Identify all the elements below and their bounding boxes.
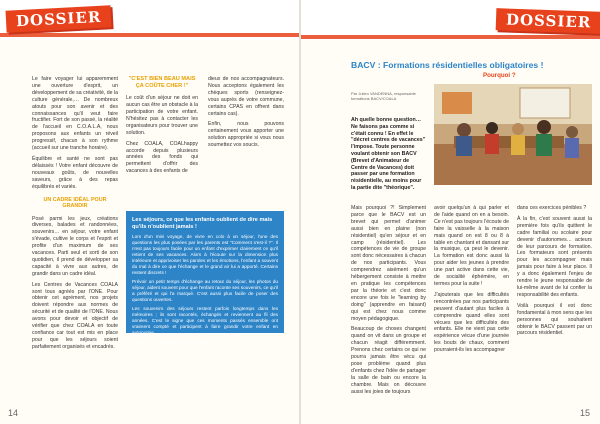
left-column-2 — [126, 76, 198, 179]
paragraph: Les Centres de Vacances COALA sont tous agréés par l'ONE. Pour obtenir cet agrément, nos projets doivent répondre aux normes de sécurité et de qualité de l'ONE. Nous avons pour devoir et objectif de vérifier que chez COALA en toute confiance car tout est mis en place pour que les séjours soient parfaitement organisés et encadrés. — [32, 281, 118, 350]
article-title: BACV : Formations résidentielles obligatoires ! — [351, 60, 544, 70]
info-box — [126, 211, 284, 345]
byline: Par Julien VANDENNA, responsable formations BACV/COALA — [351, 91, 416, 101]
right-column-3 — [517, 205, 592, 341]
paragraph: J'ajouterais que les difficultés rencontrées par nos participants peuvent d'autant plus faciles à comprendre quand elles sont vécues que les difficultés des enfants. Elle ne vient pas cette expérience vécue d'une journée les bouts de chaux, comment pourraient-ils les accompagner — [434, 291, 509, 354]
left-page — [0, 0, 299, 424]
page-number: 14 — [8, 408, 19, 418]
paragraph: Enfin, nous pouvons certainement vous apporter une solution appropriée si vous nous soumettez vos soucis. — [208, 121, 284, 149]
paragraph: dieux de nos accompagnateurs. Nous acceptons également les chèques sports (renseignez-vous auprès de votre commune, certains CPAS en offrent dans certains cas). — [208, 76, 284, 117]
paragraph: Équilibre et santé ne sont pas délaissés ! Votre enfant découvre de nouveaux goûts, de nouvelles saveurs, grâce à des repas équilibrés et variés. — [32, 155, 118, 190]
article-intro: Ah quelle bonne question… Ne faisons pas comme si c'était connu ! En effet le "décret centres de vacances" l'impose. Toute personne voulant obtenir son BACV (Brevet d'Animateur de Centre de Vacances) doit passer par une formation résidentielle, au moins pour la partie dite "théorique". — [351, 117, 426, 191]
info-box-title: Les séjours, ce que les enfants oublient de dire mais qu'ils n'oublient jamais ! — [132, 217, 273, 230]
paragraph: Le coût d'un séjour ne doit en aucun cas être un obstacle à la participation de votre enfant. N'hésitez pas à contacter les organisateurs pour trouver une solution. — [126, 95, 198, 136]
info-box-source: Extrait de : www.coacentredevacances.be — [132, 339, 220, 345]
info-box-paragraph: Lors d'un mini voyage, de vivre en colo à un séjour, l'une des questions les plus posées par les parents est "Comment s'est-il ?". Il n'est pas toujours facile pour un enfant d'exprimer clairement ce qu'il retient de ses vacances. Alors à l'écoute sur la dimension plus intérieure et apprivoiser les paroles et les émotions, l'enfant a souvent du mal à dire ce que l'échange et le grand air lui a apporté. Certains restent discrets ! — [132, 234, 278, 276]
info-box-paragraph: Prévoir un petit temps d'échange au retour du séjour, les photos du séjour, aident souvent pour que l'enfant raconte ses souvenirs, ce qu'il a préféré et qui l'a marqué. C'est aussi plus facile de poser des questions ouvertes. — [132, 279, 278, 303]
left-column-3 — [208, 76, 284, 153]
page-number: 15 — [579, 408, 590, 418]
classroom-photo — [434, 84, 592, 185]
paragraph: Chez COALA, COALhappy accorde depuis plusieurs années des fonds qui permettent d'offrir des vacances à des enfants de — [126, 140, 198, 175]
paragraph: Le faire voyager lui apparemment une ouverture d'esprit, un développement de sa créativité, de la culture générale,… De nombreux atouts pour son avenir et des connaissances qu'il veut faire fructifier. Fort de son passé, la réalité de l'accueil en C.O.A.L.A, nous proposons aux enfants un réveil progressif, chacun à son rythme (accueil sur une tranche horaire). — [32, 76, 118, 152]
section-subheading: UN CADRE IDÉAL POUR GRANDIR — [43, 196, 107, 209]
header-rule — [0, 33, 299, 37]
info-box-paragraph: Les souvenirs des séjours restent parfois longtemps dans les mémoires ; ils sont racontés, échangés et reviennent au fil des années. C'est le signe que ces moments passés ensemble ont vraiment compté et participent à faire grandir votre enfant en autonomie. — [132, 306, 278, 336]
paragraph: Posé parmi les jeux, créations diverses, balades et randonnées, souvenirs… en séjour, votre enfant s'évade, cultive le corps et l'esprit et profite d'un maximum de ses vacances. Parti seul et sorti de son quotidien, il prend de développer sa capacité à vivre aux autres, de grandir dans un cadre idéal. — [32, 215, 118, 277]
paragraph: Voilà pourquoi il est donc fondamental à mon sens que les personnes qui souhaitent obtenir le BACV passent par un parcours résidentiel. — [517, 302, 592, 337]
dossier-tab: DOSSIER — [496, 8, 600, 34]
paragraph: À la fin, c'est souvent aussi la première fois qu'ils quittent le cadre familial ou scolaire pour devenir d'autonomes… acteurs de leur parcours de formation. Les formateurs sont présents pour les accompagner mais jamais pour faire à leur place. Il y a donc également l'enjeu de rendre le jeune responsable de lui-même avant de lui confier la responsabilité des enfants. — [517, 215, 592, 298]
dossier-tab: DOSSIER — [5, 5, 111, 32]
header-rule — [301, 35, 600, 39]
classroom-photo-illustration — [434, 84, 592, 185]
paragraph: Beaucoup de choses changent quand on vit dans un groupe et chacun réagit différemment. Prenons chez certains ce qui ne pourra jamais être vécu qui pose problème quand plus d'enfants chez l'idée de partager la salle de bain ou encore la chambre. Mais on découvre aussi les joies de toujours — [351, 326, 426, 395]
article-subtitle: Pourquoi ? — [483, 72, 516, 79]
paragraph: dans ces exercices pénibles ? — [517, 205, 587, 211]
right-page — [301, 0, 600, 424]
pull-quote: "C'EST BIEN BEAU MAIS ÇA COÛTE CHER !" — [128, 76, 196, 89]
right-column-1 — [351, 205, 426, 399]
left-column-1 — [32, 76, 118, 355]
right-column-2 — [434, 205, 509, 358]
paragraph: avoir quelqu'un à qui parler et de l'aide quand on en a besoin. Ce n'est pas toujours l'écoute de faire la vaisselle à la maison mais quand on est 8 ou 8 à table en chantant et dansant sur la musique, ça peut le devenir. La formation est donc aussi là pour aider les jeunes à prendre une part active dans cette vie, de socialité éphémère, en termes pour la suite ! — [434, 205, 509, 287]
paragraph: Mais pourquoi ?! Simplement parce que le BACV est un brevet qui permet d'animer aussi bien en plaine (non résidentiel) qu'en séjour et en camp (résidentiel). Les compétences de vie de groupe sont donc nécessaires à chacun de nos participants. Vous comprendrez aisément qu'un hébergement consiste à mettre en pratique les compétences par la théorie et c'est donc encore une fois le "learning by doing" (apprendre en faisant) qui est chez nous comme moyen pédagogique. — [351, 205, 426, 322]
